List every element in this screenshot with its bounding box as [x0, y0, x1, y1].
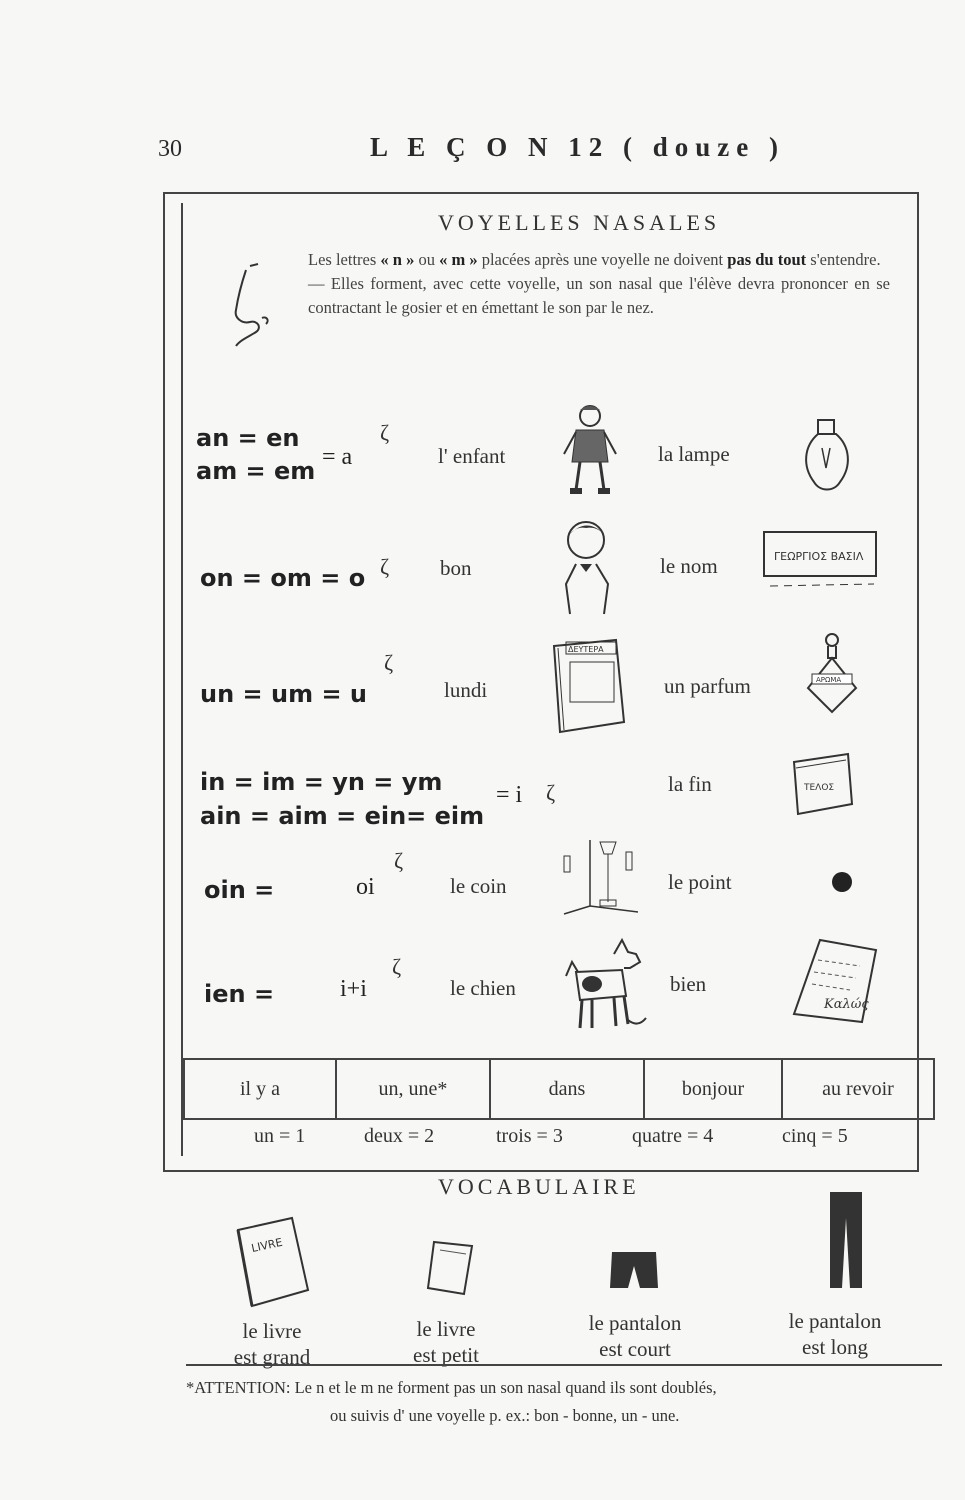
hand-mark: ζ — [380, 420, 390, 445]
book-label: LIVRE — [250, 1235, 284, 1256]
word-point: le point — [668, 870, 732, 894]
nasal-in: in = im = yn = ym — [200, 768, 443, 796]
calendar-book-icon — [550, 636, 630, 736]
bulb-icon — [800, 418, 854, 498]
number-2: deux = 2 — [364, 1125, 435, 1147]
big-book-icon — [232, 1214, 312, 1310]
lesson-title: L E Ç O N 12 ( douze ) — [370, 132, 786, 162]
word-chien: le chien — [450, 976, 516, 1000]
divider — [186, 1364, 942, 1366]
page-number: 30 — [158, 136, 182, 162]
nasal-in-equals: = i — [496, 782, 523, 808]
vocabulaire-heading: VOCABULAIRE — [438, 1174, 640, 1199]
hand-mark: ζ — [546, 780, 556, 805]
table-cell: il y a — [184, 1059, 336, 1119]
word-bien: bien — [670, 972, 707, 996]
nasal-ien: ien = — [204, 980, 275, 1008]
nasal-an-equals: = a — [322, 444, 353, 470]
child-icon — [560, 402, 620, 498]
caption-livre-grand: le livre est grand — [233, 1319, 311, 1369]
closed-book-icon — [790, 752, 856, 818]
caption-pantalon-long: le pantalon est long — [788, 1309, 882, 1359]
table-cell: un, une* — [336, 1059, 490, 1119]
word-parfum: un parfum — [664, 674, 751, 698]
number-5: cinq = 5 — [782, 1125, 848, 1147]
book-end-text: ΤΕΛΟΣ — [804, 783, 835, 793]
number-4: quatre = 4 — [632, 1125, 714, 1147]
table-cell: bonjour — [644, 1059, 782, 1119]
nose-icon — [228, 262, 278, 352]
paper-note-icon — [790, 936, 880, 1032]
nasal-oin: oin = — [204, 876, 275, 904]
attention-note-example: ou suivis d' une voyelle p. ex.: bon - bonne, un - une. — [330, 1406, 680, 1425]
number-1: un = 1 — [254, 1125, 306, 1147]
nasal-on: on = om = o — [200, 564, 366, 592]
note-signature: Καλώς — [824, 997, 869, 1012]
table-cell: au revoir — [782, 1059, 934, 1119]
hand-mark: ζ — [394, 848, 404, 873]
nasal-un: un = um = u — [200, 680, 367, 708]
table-row — [184, 1059, 934, 1119]
word-lampe: la lampe — [658, 442, 730, 466]
number-3: trois = 3 — [496, 1125, 563, 1147]
word-lundi: lundi — [444, 678, 488, 702]
trousers-icon — [826, 1188, 866, 1292]
calendar-text: ΔΕΥΤΕΡΑ — [568, 645, 604, 654]
word-enfant: l' enfant — [438, 444, 506, 468]
hand-mark: ζ — [380, 554, 390, 579]
nasal-am: am = em — [196, 457, 316, 485]
dog-icon — [556, 932, 648, 1032]
nameplate-icon — [762, 528, 880, 598]
hand-mark: ζ — [384, 650, 394, 675]
caption-livre-petit: le livre est petit — [413, 1317, 479, 1367]
hand-mark: ζ — [392, 954, 402, 979]
nasal-ii: i+i — [340, 976, 367, 1002]
word-fin: la fin — [668, 772, 712, 796]
boy-portrait-icon — [556, 514, 616, 618]
caption-pantalon-court: le pantalon est court — [588, 1311, 682, 1361]
small-book-icon — [424, 1236, 480, 1296]
nasal-ain: ain = aim = ein= eim — [200, 802, 485, 830]
shorts-icon — [608, 1248, 660, 1292]
attention-note: *ATTENTION: Le n et le m ne forment pas un son nasal quand ils sont doublés, — [186, 1378, 717, 1397]
room-corner-icon — [560, 836, 640, 916]
nasal-heading: VOYELLES NASALES — [438, 210, 721, 235]
table-cell: dans — [490, 1059, 644, 1119]
word-nom: le nom — [660, 554, 718, 578]
nasal-an: an = en — [196, 424, 300, 452]
perfume-bottle-icon — [804, 632, 860, 716]
nameplate-text: ΓΕΩΡΓΙΟΣ ΒΑΣΙΛ — [774, 550, 864, 563]
intro-text: Les lettres « n » ou « m » placées après une voyelle ne doivent pas du tout s'entendre. — Elles forment, avec cette voyelle, un son nasal que l'élève devra prononcer en se contractant le gosier et en émettant le son par le nez. — [308, 250, 890, 317]
word-coin: le coin — [450, 874, 507, 898]
perfume-text: ΑΡΩΜΑ — [816, 676, 842, 684]
vocab-table — [183, 1058, 935, 1120]
dot-icon — [830, 870, 854, 894]
word-bon: bon — [440, 556, 472, 580]
nasal-oi: oi — [356, 874, 375, 900]
